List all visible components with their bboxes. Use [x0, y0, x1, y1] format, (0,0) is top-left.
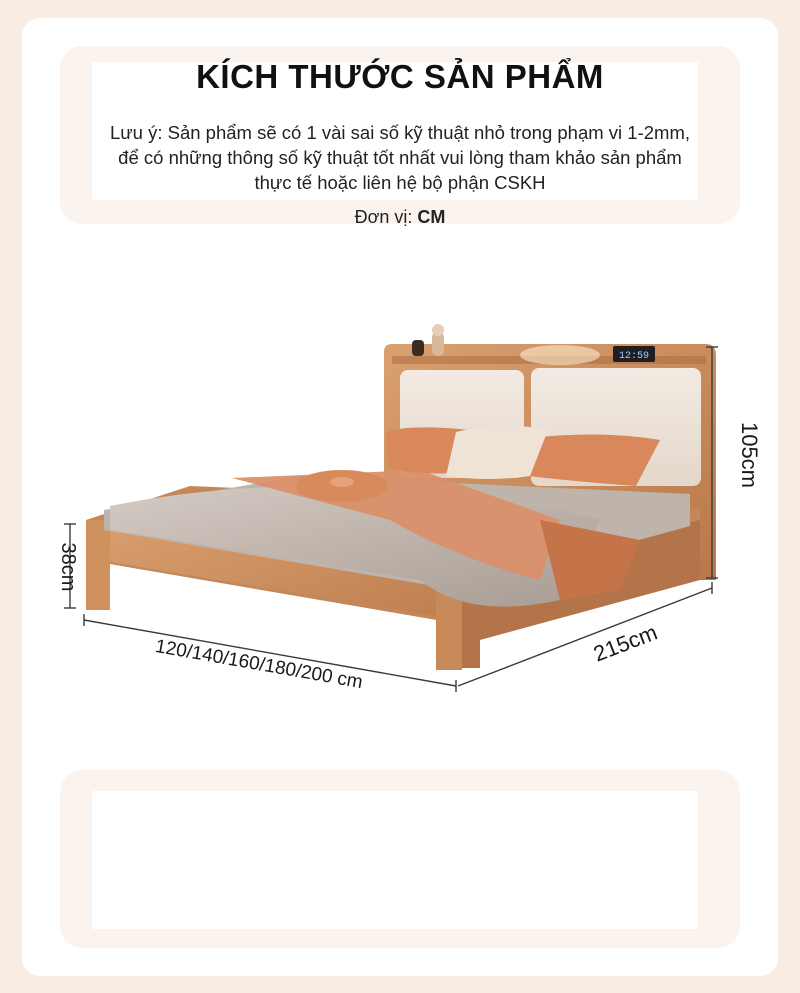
unit-label: Đơn vị: — [354, 207, 413, 227]
dim-label-frame-height: 38cm — [57, 542, 79, 592]
note-line: Lưu ý: Sản phẩm sẽ có 1 vài sai số kỹ thuật nhỏ trong phạm vi 1-2mm, — [109, 122, 690, 143]
clock-display: 12:59 — [618, 351, 650, 362]
page-title: KÍCH THƯỚC SẢN PHẨM — [196, 58, 604, 95]
note-line: để có những thông số kỹ thuật tốt nhất vui lòng tham khảo sản phẩm — [118, 147, 682, 168]
bedding — [104, 425, 690, 606]
headboard-light — [520, 345, 600, 365]
dim-label-width: 120/140/160/180/200 cm — [153, 635, 365, 694]
dim-label-headboard-height: 105cm — [737, 421, 762, 489]
dim-label-length: 215cm — [590, 619, 661, 667]
note-line: thực tế hoặc liên hệ bộ phận CSKH — [254, 172, 546, 193]
unit-value: CM — [417, 207, 446, 227]
